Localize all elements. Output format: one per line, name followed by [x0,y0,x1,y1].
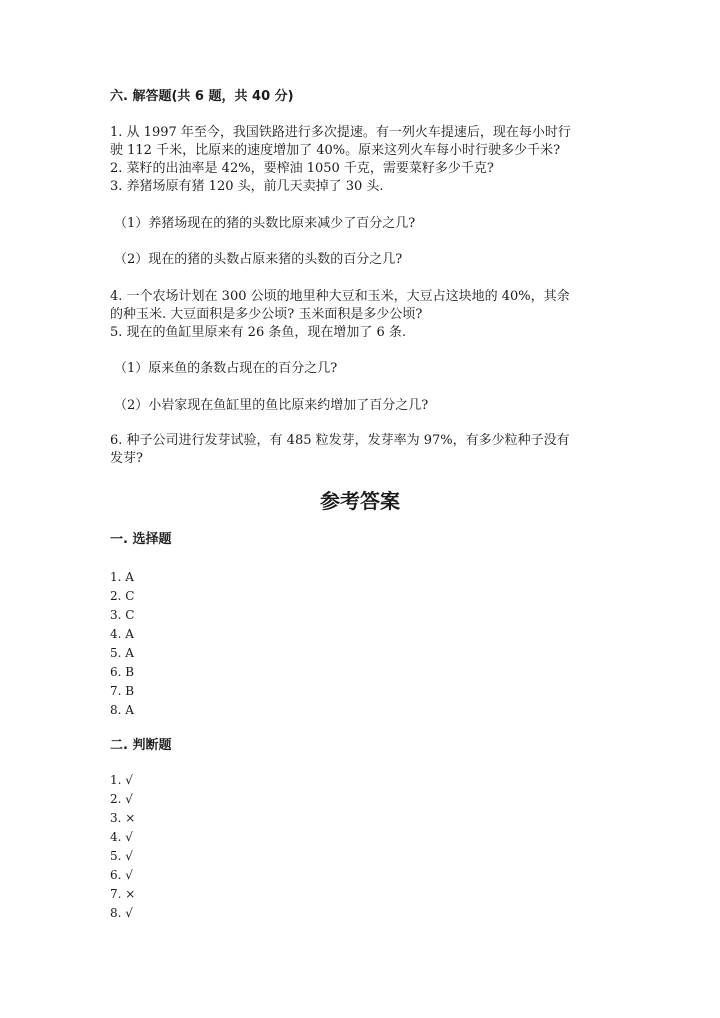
judge-section-heading: 二. 判断题 [110,738,172,753]
question-5: 5. 现在的鱼缸里原来有 26 条鱼，现在增加了 6 条. [110,325,407,340]
choice-answer-1: 1. A [110,570,134,584]
question-4-line-2: 的种玉米. 大豆面积是多少公顷? 玉米面积是多少公顷? [110,307,423,322]
section-heading-answer-questions: 六. 解答题(共 6 题，共 40 分) [110,89,294,104]
judge-answer-8: 8. √ [110,906,133,920]
question-5-part-1: （1）原来鱼的条数占现在的百分之几? [114,361,338,376]
question-3: 3. 养猪场原有猪 120 头，前几天卖掉了 30 头. [110,179,384,194]
question-1-line-2: 驶 112 千米，比原来的速度增加了 40%。原来这列火车每小时行驶多少千米? [110,143,561,158]
question-3-part-2: （2）现在的猪的头数占原来猪的头数的百分之几? [114,252,403,267]
question-6-line-1: 6. 种子公司进行发芽试验，有 485 粒发芽，发芽率为 97%，有多少粒种子没有 [110,433,570,448]
choice-answer-5: 5. A [110,646,134,660]
answer-key-title: 参考答案 [320,489,400,513]
choice-section-heading: 一. 选择题 [110,532,172,547]
question-5-part-2: （2）小岩家现在鱼缸里的鱼比原来约增加了百分之几? [114,398,429,413]
judge-answer-2: 2. √ [110,792,133,806]
judge-answer-3: 3. × [110,811,136,825]
question-4-line-1: 4. 一个农场计划在 300 公顷的地里种大豆和玉米，大豆占这块地的 40%，其余 [110,289,570,304]
question-2: 2. 菜籽的出油率是 42%，要榨油 1050 千克，需要菜籽多少千克? [110,161,494,176]
choice-answer-8: 8. A [110,703,134,717]
question-6-line-2: 发芽? [110,451,143,466]
judge-answer-1: 1. √ [110,773,133,787]
judge-answer-4: 4. √ [110,830,133,844]
choice-answer-6: 6. B [110,665,135,679]
choice-answer-2: 2. C [110,589,135,603]
judge-answer-7: 7. × [110,887,136,901]
choice-answer-3: 3. C [110,608,135,622]
judge-answer-5: 5. √ [110,849,133,863]
judge-answer-6: 6. √ [110,868,133,882]
question-1-line-1: 1. 从 1997 年至今，我国铁路进行多次提速。有一列火车提速后，现在每小时行 [110,125,571,140]
choice-answer-7: 7. B [110,684,135,698]
choice-answer-4: 4. A [110,627,134,641]
question-3-part-1: （1）养猪场现在的猪的头数比原来减少了百分之几? [114,216,416,231]
